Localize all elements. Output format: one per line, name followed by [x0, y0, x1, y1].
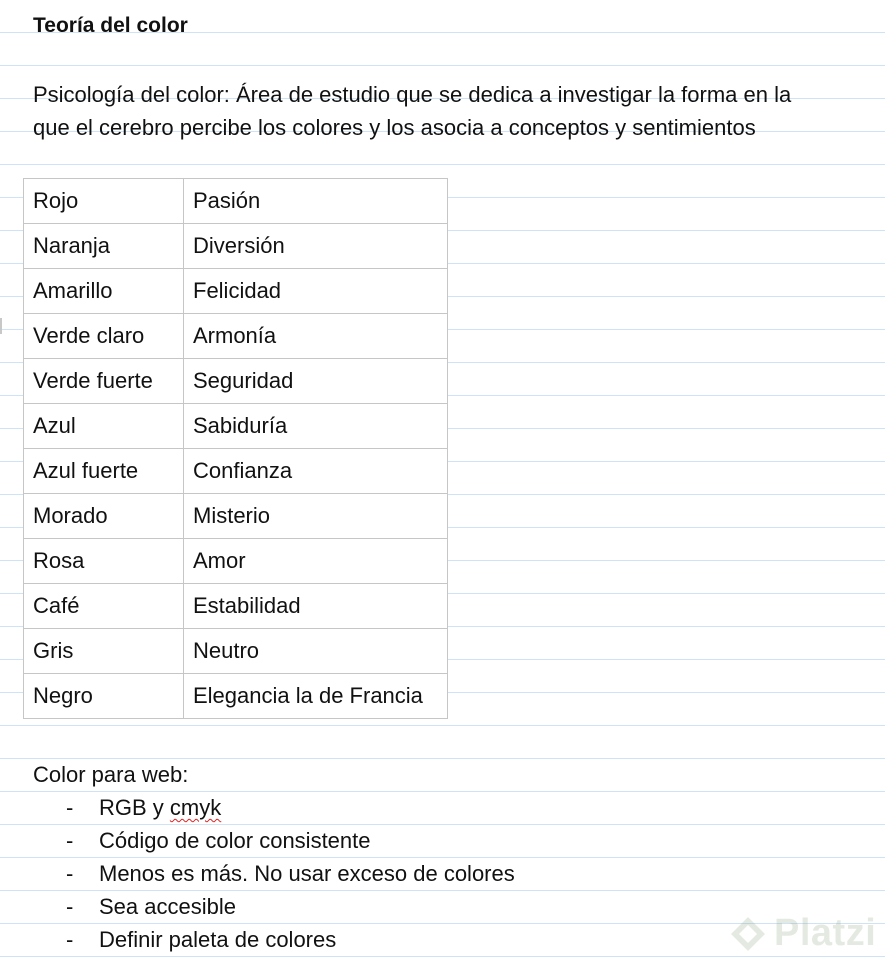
meaning-cell: Estabilidad: [184, 584, 448, 629]
color-meaning-table: [23, 178, 448, 719]
intro-line: Psicología del color: Área de estudio que se dedica a investigar la forma en la: [33, 82, 792, 107]
web-tips-list: [66, 791, 515, 956]
table-row: [24, 674, 448, 719]
color-cell: Morado: [24, 494, 184, 539]
dash-bullet: -: [66, 927, 74, 952]
meaning-cell: Amor: [184, 539, 448, 584]
table-row: [24, 449, 448, 494]
platzi-logo-icon: [728, 914, 768, 954]
intro-paragraph: [33, 78, 883, 144]
item-text: Menos es más. No usar exceso de colores: [99, 861, 515, 886]
meaning-cell: Diversión: [184, 224, 448, 269]
color-cell: Café: [24, 584, 184, 629]
color-cell: Verde claro: [24, 314, 184, 359]
table-row: [24, 269, 448, 314]
dash-bullet: -: [66, 861, 74, 886]
list-item: [66, 923, 515, 956]
dash-bullet: -: [66, 795, 74, 820]
item-text: Código de color consistente: [99, 828, 371, 853]
item-text: Sea accesible: [99, 894, 236, 919]
table-row: [24, 404, 448, 449]
page-title: Teoría del color: [33, 14, 188, 37]
color-cell: Rosa: [24, 539, 184, 584]
dash-bullet: -: [66, 828, 74, 853]
color-cell: Azul fuerte: [24, 449, 184, 494]
list-item: [66, 791, 515, 824]
color-cell: Negro: [24, 674, 184, 719]
meaning-cell: Sabiduría: [184, 404, 448, 449]
list-item: [66, 890, 515, 923]
watermark-text: Platzi: [774, 912, 877, 954]
list-item: [66, 857, 515, 890]
meaning-cell: Seguridad: [184, 359, 448, 404]
item-text: Definir paleta de colores: [99, 927, 337, 952]
spellcheck-flagged-word: cmyk: [169, 795, 222, 820]
dash-bullet: -: [66, 894, 74, 919]
table-row: [24, 494, 448, 539]
table-row: [24, 539, 448, 584]
list-item: [66, 824, 515, 857]
table-row: [24, 314, 448, 359]
table-row: [24, 224, 448, 269]
color-cell: Rojo: [24, 179, 184, 224]
color-cell: Verde fuerte: [24, 359, 184, 404]
table-row: [24, 179, 448, 224]
color-cell: Azul: [24, 404, 184, 449]
color-cell: Amarillo: [24, 269, 184, 314]
platzi-watermark: [728, 912, 876, 955]
table-row: [24, 359, 448, 404]
color-cell: Gris: [24, 629, 184, 674]
intro-line: que el cerebro percibe los colores y los asocia a conceptos y sentimientos: [33, 115, 756, 140]
meaning-cell: Confianza: [184, 449, 448, 494]
item-text: RGB y: [99, 795, 170, 820]
web-section-title: Color para web:: [33, 762, 189, 787]
meaning-cell: Neutro: [184, 629, 448, 674]
meaning-cell: Misterio: [184, 494, 448, 539]
meaning-cell: Pasión: [184, 179, 448, 224]
margin-tick: [0, 318, 2, 334]
meaning-cell: Elegancia la de Francia: [184, 674, 448, 719]
table-row: [24, 629, 448, 674]
table-row: [24, 584, 448, 629]
color-cell: Naranja: [24, 224, 184, 269]
meaning-cell: Armonía: [184, 314, 448, 359]
meaning-cell: Felicidad: [184, 269, 448, 314]
